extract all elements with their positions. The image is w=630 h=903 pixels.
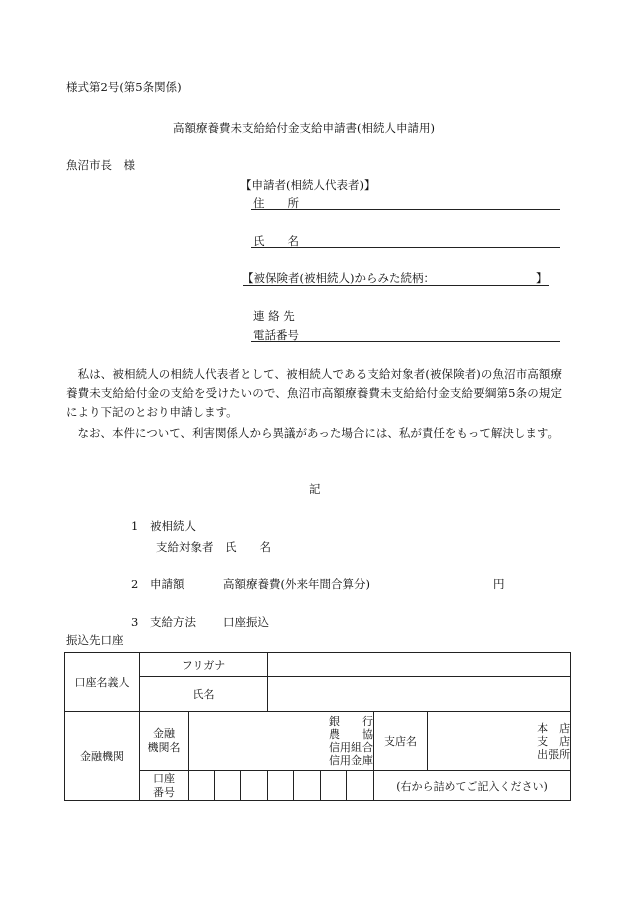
item1-number: 1 [131,519,139,533]
institution-name-line2: 機関名 [147,741,181,754]
account-label-line1: 口座 [153,771,175,785]
address-label: 住 所 [253,196,299,210]
item2-description: 高額療養費(外来年間合算分) [223,577,370,591]
account-digit-box[interactable] [215,771,241,801]
item2-yen-unit: 円 [493,577,505,591]
account-note: (右から詰めてご記入ください) [374,771,571,801]
kind-noukyo: 農 協 [329,728,374,741]
bank-table-caption: 振込先口座 [66,633,124,647]
holder-label: 口座名義人 [65,653,140,712]
item3-value: 口座振込 [223,615,269,629]
account-label-line2: 番号 [153,785,175,799]
name-line[interactable] [251,247,560,248]
account-digit-box[interactable] [268,771,294,801]
kind-bank: 銀 行 [329,715,374,728]
relationship-line[interactable] [243,285,549,286]
branch-shutchojo: 出張所 [537,747,571,761]
body-paragraph-1: 私は、被相続人の相続人代表者として、被相続人である支給対象者(被保険者)の魚沼市高額療養費未支給給付金の支給を受けたいので、魚沼市高額療養費未支給給付金支給要綱第5条の規定により下記のとおり申請します。 [66,367,562,419]
item2-number: 2 [131,577,139,591]
name-label: 氏 名 [253,234,299,248]
furigana-label: フリガナ [140,653,268,677]
account-digit-box[interactable] [321,771,347,801]
institution-name-line1: 金融 [153,727,175,740]
addressee: 魚沼市長 様 [66,158,135,172]
institution-name-label [140,712,189,771]
kind-kinko: 信用金庫 [329,754,374,767]
account-digit-box[interactable] [241,771,268,801]
institution-name-field[interactable] [189,712,374,771]
branch-label: 支店名 [374,712,428,771]
furigana-field[interactable] [268,653,571,677]
branch-shiten: 支 店 [537,734,571,748]
item2-label: 申請額 [150,577,185,591]
form-number: 様式第2号(第5条関係) [66,80,182,94]
item3-number: 3 [131,615,139,629]
account-digit-box[interactable] [294,771,321,801]
branch-name-field[interactable] [428,712,571,771]
account-number-label [140,771,189,801]
applicant-heading: 【申請者(相続人代表者)】 [240,178,376,192]
phone-label: 電話番号 [253,328,299,342]
relationship-close: 】 [536,271,548,285]
item3-label: 支給方法 [150,615,196,629]
kind-kumiai: 信用組合 [329,741,374,754]
account-digit-box[interactable] [347,771,374,801]
holder-name-label: 氏名 [140,677,268,712]
bank-account-table [64,652,571,801]
item1-subject-name: 支給対象者 氏 名 [156,540,271,554]
item1-label: 被相続人 [150,519,196,533]
address-line[interactable] [251,209,560,210]
ki-heading: 記 [309,482,321,496]
institution-label: 金融機関 [65,712,140,801]
relationship-label: 【被保険者(被相続人)からみた続柄： [242,271,435,285]
contact-label: 連 絡 先 [253,309,295,323]
body-paragraph-2: なお、本件について、利害関係人から異議があった場合には、私が責任をもって解決します。 [66,426,559,440]
holder-name-field[interactable] [268,677,571,712]
account-digit-box[interactable] [189,771,215,801]
page-title: 高額療養費未支給給付金支給申請書(相続人申請用) [173,121,435,135]
branch-honten: 本 店 [537,721,571,735]
phone-line[interactable] [251,341,560,342]
